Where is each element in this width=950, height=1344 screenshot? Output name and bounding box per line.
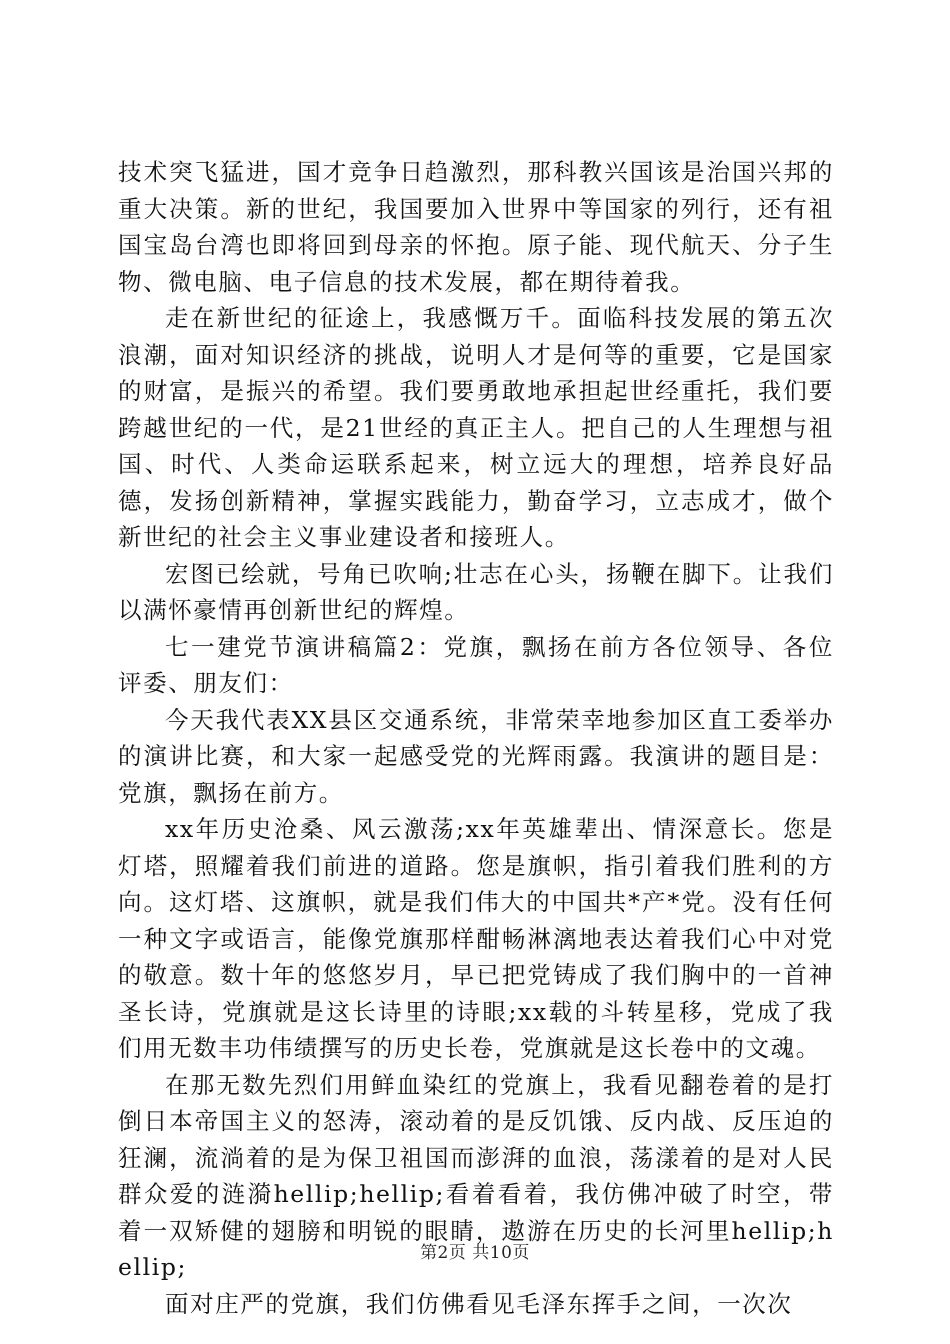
paragraph-6: xx年历史沧桑、风云激荡;xx年英雄辈出、情深意长。您是灯塔，照耀着我们前进的道路。您是旗帜，指引着我们胜利的方向。这灯塔、这旗帜，就是我们伟大的中国共*产*党。没有任何一种文字或语言，能像党旗那样酣畅淋漓地表达着我们心中对党的敬意。数十年的悠悠岁月，早已把党铸成了我们胸中的一首神圣长诗，党旗就是这长诗里的诗眼;xx载的斗转星移，党成了我们用无数丰功伟绩撰写的历史长卷，党旗就是这长卷中的文魂。 (118, 815, 834, 1062)
paragraph-3: 宏图已绘就，号角已吹响;壮志在心头，扬鞭在脚下。让我们以满怀豪情再创新世纪的辉煌。 (118, 559, 834, 624)
paragraph-7: 在那无数先烈们用鲜血染红的党旗上，我看见翻卷着的是打倒日本帝国主义的怒涛，滚动着的是反饥饿、反内战、反压迫的狂澜，流淌着的是为保卫祖国而澎湃的血浪，荡漾着的是对人民群众爱的涟漪hellip;hellip;看着看着，我仿佛冲破了时空，带着一双矫健的翅膀和明锐的眼睛，遨游在历史的长河里hellip;hellip; (118, 1070, 834, 1281)
page-number-footer: 第2页 共10页 (420, 1243, 530, 1263)
paragraph-4: 七一建党节演讲稿篇2：党旗，飘扬在前方各位领导、各位评委、朋友们： (118, 632, 834, 697)
document-body (118, 154, 834, 1322)
paragraph-2: 走在新世纪的征途上，我感慨万千。面临科技发展的第五次浪潮，面对知识经济的挑战，说明人才是何等的重要，它是国家的财富，是振兴的希望。我们要勇敢地承担起世经重托，我们要跨越世纪的一代，是21世经的真正主人。把自己的人生理想与祖国、时代、人类命运联系起来，树立远大的理想，培养良好品德，发扬创新精神，掌握实践能力，勤奋学习，立志成才，做个新世纪的社会主义事业建设者和接班人。 (118, 304, 834, 551)
paragraph-8: 面对庄严的党旗，我们仿佛看见毛泽东挥手之间，一次次 (165, 1289, 793, 1318)
paragraph-1: 技术突飞猛进，国才竞争日趋激烈，那科教兴国该是治国兴邦的重大决策。新的世纪，我国要加入世界中等国家的列行，还有祖国宝岛台湾也即将回到母亲的怀抱。原子能、现代航天、分子生物、微电脑、电子信息的技术发展，都在期待着我。 (118, 158, 834, 296)
paragraph-5: 今天我代表XX县区交通系统，非常荣幸地参加区直工委举办的演讲比赛，和大家一起感受党的光辉雨露。我演讲的题目是：党旗，飘扬在前方。 (118, 705, 834, 807)
